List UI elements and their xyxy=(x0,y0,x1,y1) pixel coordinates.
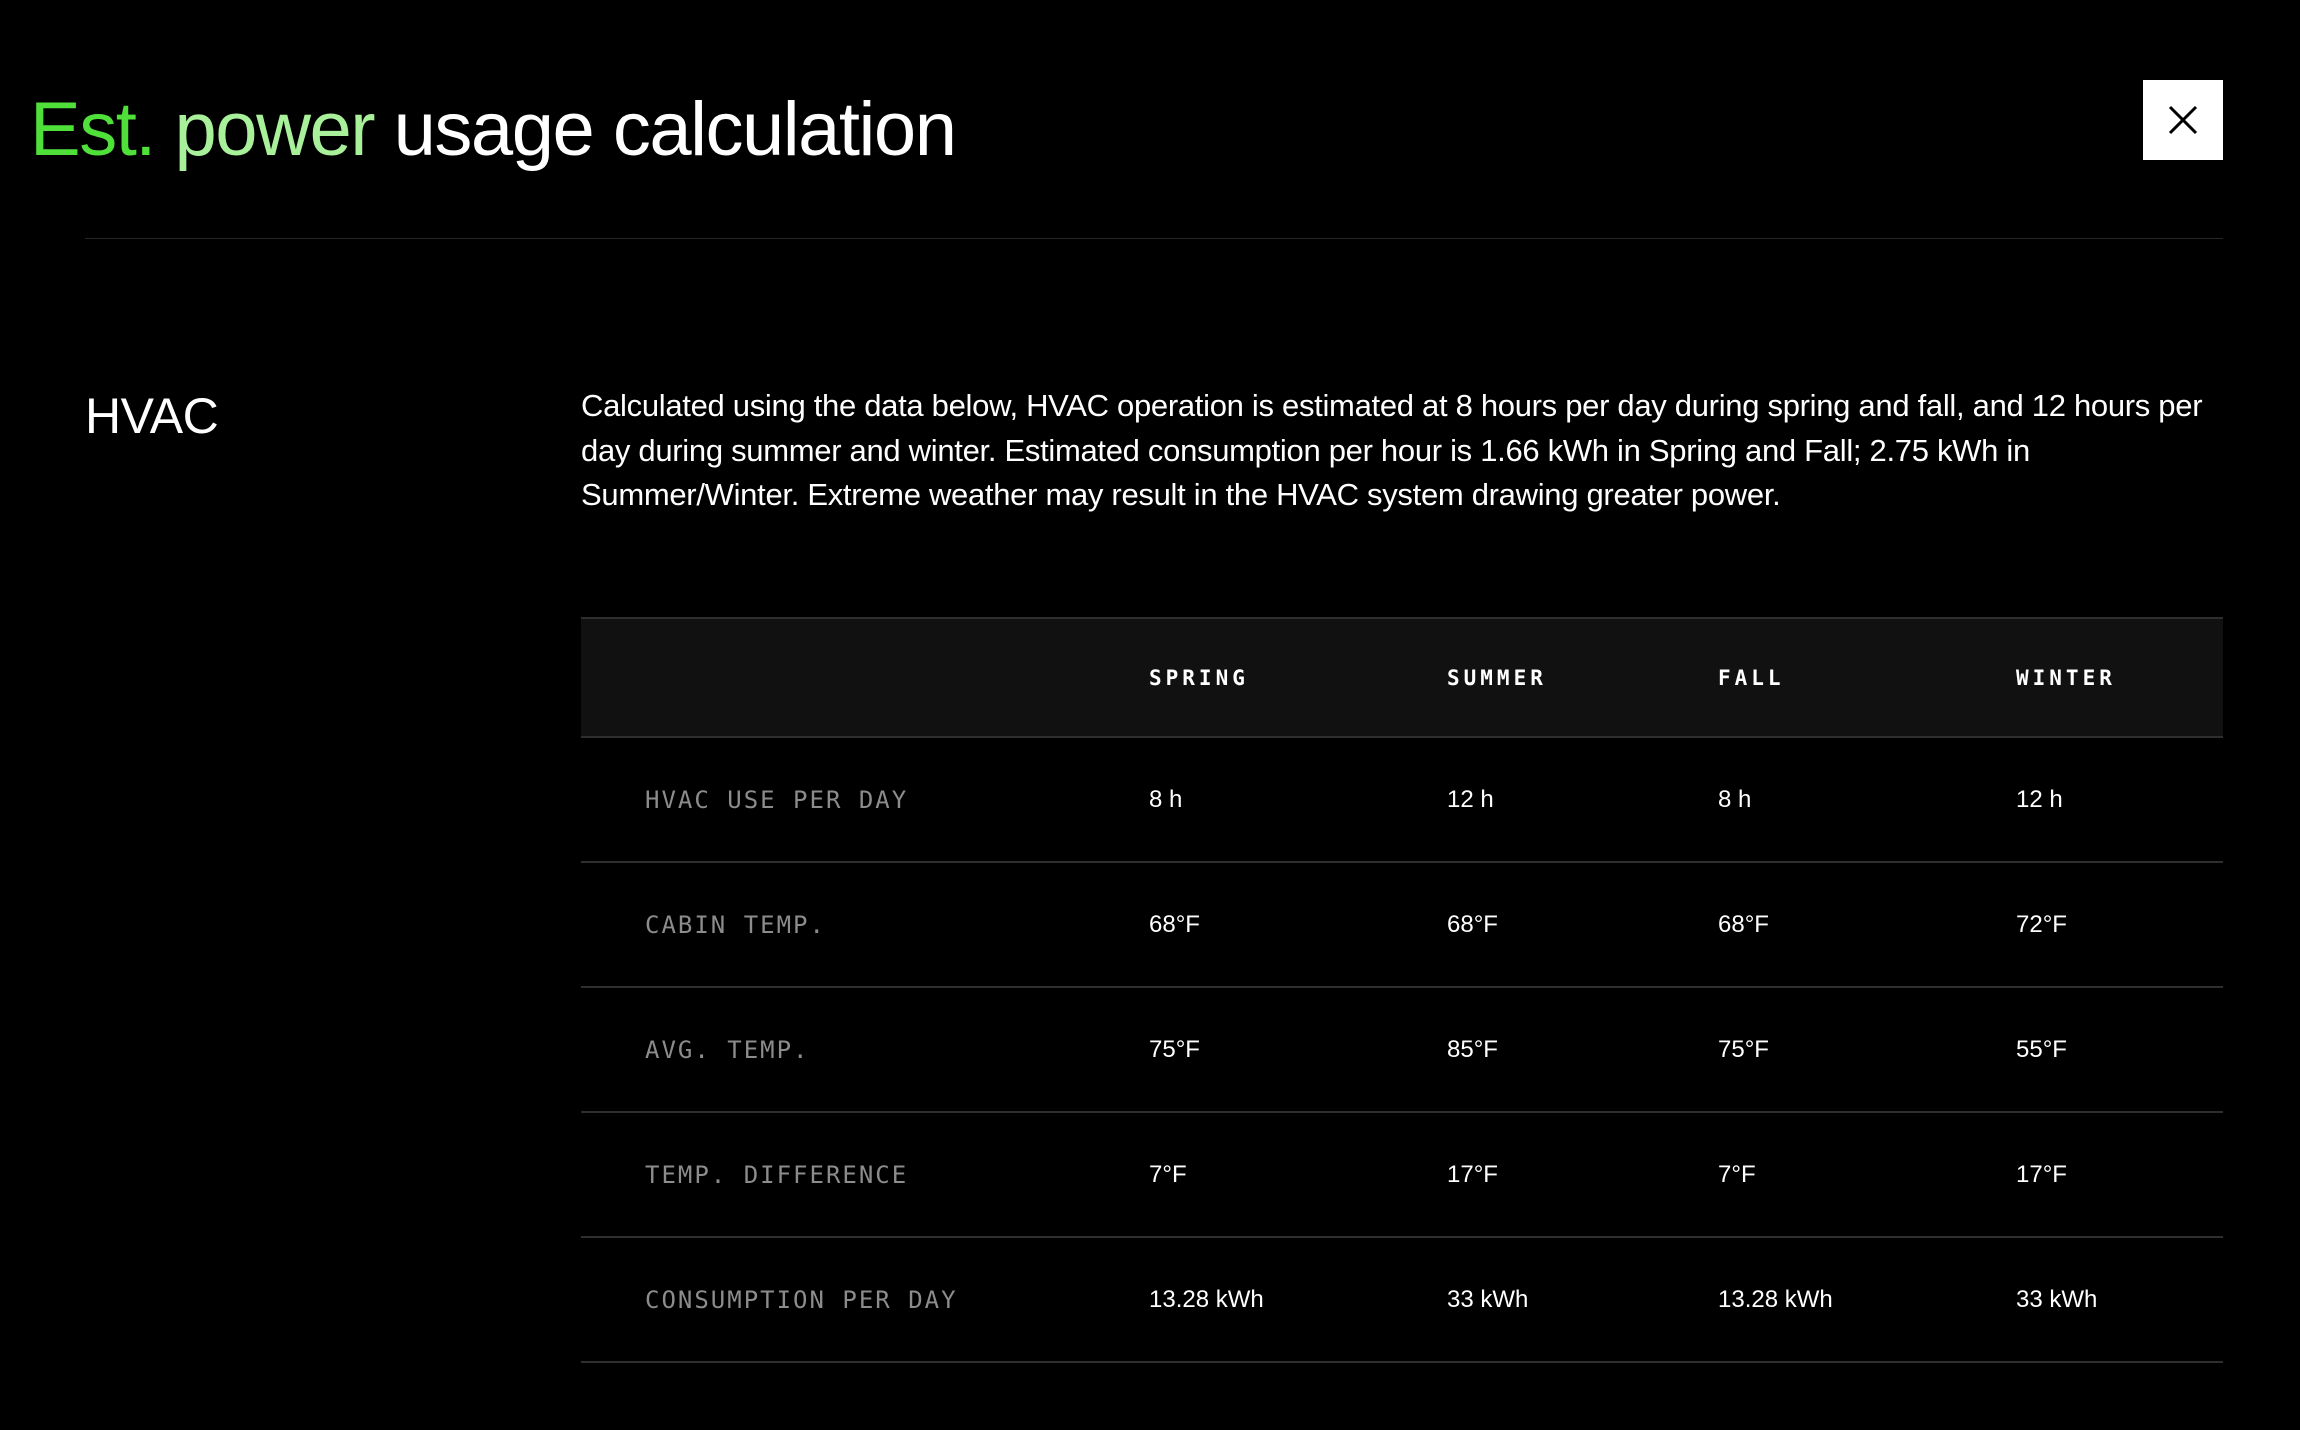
table-row-hvac-use xyxy=(581,737,2223,862)
row-label: AVG. TEMP. xyxy=(581,987,1149,1112)
hvac-table xyxy=(581,617,2223,1363)
table-row-consumption xyxy=(581,1237,2223,1362)
cell-winter: 72°F xyxy=(2016,862,2223,987)
title-part-1: Est. xyxy=(30,87,155,172)
section-description: Calculated using the data below, HVAC operation is estimated at 8 hours per day during spring and fall, and 12 hours per day during summer and winter. Estimated consumption per hour is 1.66 kWh in Spring and Fall; 2.75 kWh in Summer/Winter. Extreme weather may result in the HVAC system drawing greater power. xyxy=(581,388,2203,512)
table-row-cabin-temp xyxy=(581,862,2223,987)
cell-summer: 85°F xyxy=(1447,987,1718,1112)
column-header-label xyxy=(581,618,1149,737)
cell-summer: 68°F xyxy=(1447,862,1718,987)
row-label: TEMP. DIFFERENCE xyxy=(581,1112,1149,1237)
close-button[interactable] xyxy=(2143,80,2223,160)
cell-winter: 55°F xyxy=(2016,987,2223,1112)
row-label: HVAC USE PER DAY xyxy=(581,737,1149,862)
header-divider xyxy=(85,238,2223,239)
title-part-2: power xyxy=(154,87,375,172)
cell-fall: 7°F xyxy=(1718,1112,2016,1237)
cell-spring: 13.28 kWh xyxy=(1149,1237,1447,1362)
column-header-spring: SPRING xyxy=(1149,618,1447,737)
column-header-fall: FALL xyxy=(1718,618,2016,737)
cell-spring: 8 h xyxy=(1149,737,1447,862)
cell-spring: 68°F xyxy=(1149,862,1447,987)
cell-spring: 7°F xyxy=(1149,1112,1447,1237)
cell-winter: 12 h xyxy=(2016,737,2223,862)
table-row-avg-temp xyxy=(581,987,2223,1112)
cell-fall: 68°F xyxy=(1718,862,2016,987)
cell-winter: 33 kWh xyxy=(2016,1237,2223,1362)
column-header-summer: SUMMER xyxy=(1447,618,1718,737)
table-row-temp-difference xyxy=(581,1112,2223,1237)
cell-summer: 33 kWh xyxy=(1447,1237,1718,1362)
cell-fall: 8 h xyxy=(1718,737,2016,862)
page-title xyxy=(30,82,955,178)
column-header-winter: WINTER xyxy=(2016,618,2223,737)
row-label: CABIN TEMP. xyxy=(581,862,1149,987)
cell-fall: 75°F xyxy=(1718,987,2016,1112)
cell-fall: 13.28 kWh xyxy=(1718,1237,2016,1362)
cell-spring: 75°F xyxy=(1149,987,1447,1112)
cell-summer: 17°F xyxy=(1447,1112,1718,1237)
cell-summer: 12 h xyxy=(1447,737,1718,862)
cell-winter: 17°F xyxy=(2016,1112,2223,1237)
close-icon xyxy=(2168,105,2198,135)
table-header-row xyxy=(581,618,2223,737)
row-label: CONSUMPTION PER DAY xyxy=(581,1237,1149,1362)
title-part-3: usage calculation xyxy=(374,87,956,172)
section-title: HVAC xyxy=(85,388,219,444)
